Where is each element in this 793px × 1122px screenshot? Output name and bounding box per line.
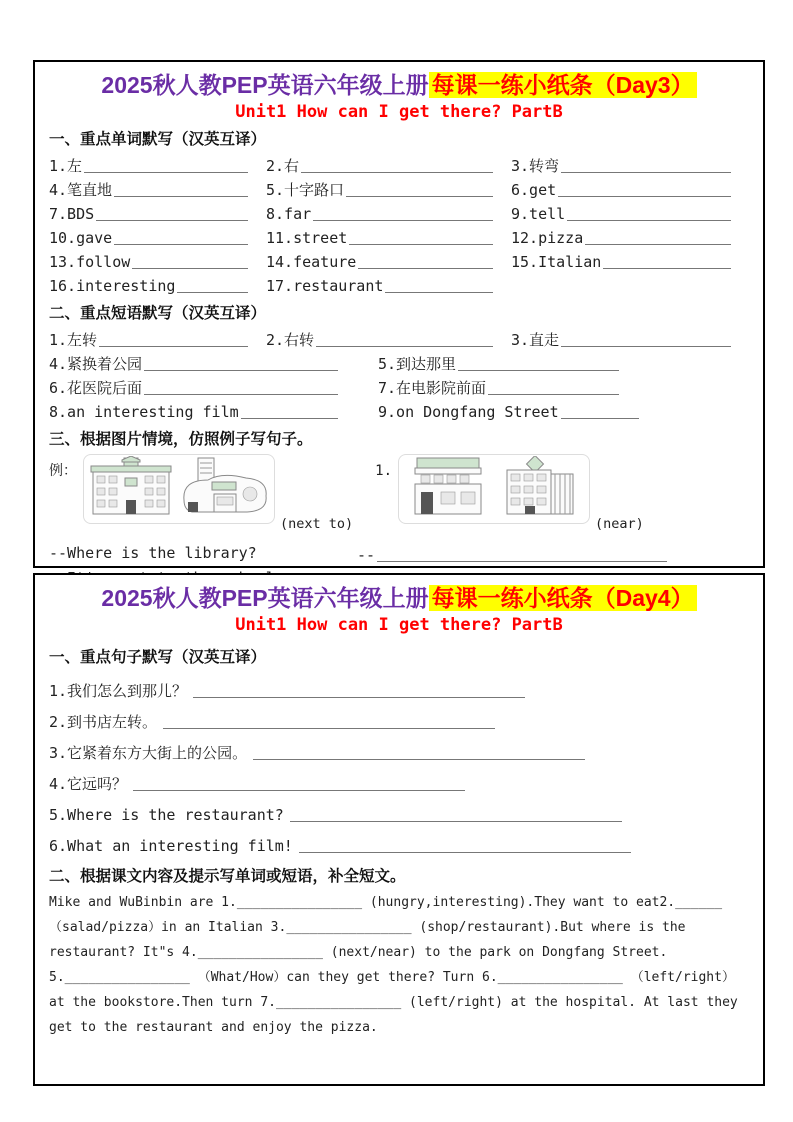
blank-line	[133, 790, 465, 791]
phrase-grid-row2	[49, 351, 749, 375]
passage-line: get to the restaurant and enjoy the pizza.	[49, 1020, 378, 1035]
sentence-item: 6.What an interesting film!	[49, 826, 749, 857]
phrase-item: 3.直走	[511, 327, 749, 351]
sentence-item: 1.我们怎么到那儿？	[49, 671, 749, 702]
blank-line	[346, 196, 493, 197]
word-item: 9.tell	[511, 201, 749, 225]
word-item: 14.feature	[266, 249, 511, 273]
word-item: 6.get	[511, 177, 749, 201]
worksheet-day4	[33, 573, 765, 1086]
blank-line	[377, 561, 667, 562]
school-building-icon	[180, 456, 270, 520]
word-item-empty	[511, 273, 749, 297]
phrase-item: 6.花医院后面	[49, 375, 378, 399]
blank-line	[144, 370, 338, 371]
passage-line: at the bookstore.Then turn 7.________________ (left/right) at the hospital. At last they	[49, 995, 738, 1010]
word-item: 15.Italian	[511, 249, 749, 273]
blank-line	[84, 172, 248, 173]
phrase-item: 2.右转	[266, 327, 511, 351]
word-item: 8.far	[266, 201, 511, 225]
word-item: 10.gave	[49, 225, 266, 249]
phrase-item: 9.on Dongfang Street	[378, 399, 749, 423]
blank-line	[561, 172, 731, 173]
section-heading-pictures: 三、根据图片情境，仿照例子写句子。	[49, 431, 313, 448]
word-item: 1.左	[49, 153, 266, 177]
blank-line	[316, 346, 493, 347]
sheet-title	[49, 583, 749, 613]
word-item: 12.pizza	[511, 225, 749, 249]
example-image	[83, 454, 275, 524]
blank-line	[241, 418, 338, 419]
phrase-item: 1.左转	[49, 327, 266, 351]
worksheet-day3	[33, 60, 765, 568]
section-heading-phrases: 二、重点短语默写（汉英互译）	[49, 305, 267, 322]
phrase-item: 4.紧换着公园	[49, 351, 378, 375]
word-grid	[49, 153, 749, 297]
blank-line	[99, 346, 248, 347]
word-item: 2.右	[266, 153, 511, 177]
passage-line: 5.________________ （What/How）can they get there? Turn 6.________________ （left/right）	[49, 970, 735, 985]
question-caption: (near)	[595, 516, 644, 532]
word-item: 4.笔直地	[49, 177, 266, 201]
library-building-icon	[88, 456, 174, 520]
phrase-grid-row4	[49, 399, 749, 423]
phrase-item: 8.an interesting film	[49, 399, 378, 423]
blank-line	[132, 268, 248, 269]
blank-line	[177, 292, 248, 293]
blank-line	[561, 346, 731, 347]
sentence-list	[49, 671, 749, 857]
blank-line	[193, 697, 525, 698]
blank-line	[567, 220, 731, 221]
blank-line	[349, 244, 493, 245]
picture-exercise-row	[49, 454, 749, 532]
title-highlight-text: 每课一练小纸条（Day3）	[429, 72, 697, 98]
section-heading-words: 一、重点单词默写（汉英互译）	[49, 131, 267, 148]
sheet-subtitle: Unit1 How can I get there? PartB	[235, 102, 563, 122]
phrase-grid-row3	[49, 375, 749, 399]
section-heading-cloze: 二、根据课文内容及提示写单词或短语，补全短文。	[49, 868, 406, 885]
passage-line: Mike and WuBinbin are 1.________________ (hungry,interesting).They want to eat2.______	[49, 895, 723, 910]
word-item: 7.BDS	[49, 201, 266, 225]
blank-line	[290, 821, 622, 822]
word-item: 3.转弯	[511, 153, 749, 177]
question-image	[398, 454, 590, 524]
blank-line	[561, 418, 639, 419]
blank-line	[385, 292, 493, 293]
word-item: 16.interesting	[49, 273, 266, 297]
blank-line	[301, 172, 493, 173]
title-course-text: 2025秋人教PEP英语六年级上册	[101, 72, 429, 98]
passage-line: （salad/pizza）in an Italian 3.________________ (shop/restaurant).But where is the	[49, 920, 686, 935]
blank-line	[488, 394, 619, 395]
passage-line: restaurant? It"s 4.________________ (next/near) to the park on Dongfang Street.	[49, 945, 668, 960]
sheet-subtitle: Unit1 How can I get there? PartB	[235, 615, 563, 635]
word-item: 5.十字路口	[266, 177, 511, 201]
example-label: 例：	[49, 463, 77, 479]
question-number-label: 1.	[375, 463, 393, 479]
answer-line-1: --	[357, 541, 749, 566]
bookstore-building-icon	[409, 456, 495, 520]
blank-line	[558, 196, 731, 197]
title-highlight-text: 每课一练小纸条（Day4）	[429, 585, 697, 611]
hospital-building-icon	[501, 456, 579, 520]
sentence-item: 5.Where is the restaurant?	[49, 795, 749, 826]
blank-line	[458, 370, 619, 371]
blank-line	[114, 196, 248, 197]
blank-line	[253, 759, 585, 760]
word-item: 13.follow	[49, 249, 266, 273]
blank-line	[163, 728, 495, 729]
phrase-item: 7.在电影院前面	[378, 375, 749, 399]
sheet-title	[49, 70, 749, 100]
word-item: 11.street	[266, 225, 511, 249]
blank-line	[603, 268, 731, 269]
blank-line	[585, 244, 731, 245]
sentence-item: 2.到书店左转。	[49, 702, 749, 733]
sentence-item: 3.它紧着东方大街上的公园。	[49, 733, 749, 764]
phrase-item: 5.到达那里	[378, 351, 749, 375]
section-heading-sentences: 一、重点句子默写（汉英互译）	[49, 649, 267, 666]
blank-line	[144, 394, 338, 395]
phrase-grid-row1	[49, 327, 749, 351]
blank-line	[313, 220, 493, 221]
blank-line	[96, 220, 248, 221]
blank-line	[114, 244, 248, 245]
sentence-item: 4.它远吗？	[49, 764, 749, 795]
dialogue-question: --Where is the library?	[49, 544, 257, 562]
title-course-text: 2025秋人教PEP英语六年级上册	[101, 585, 429, 611]
example-caption: (next to)	[280, 516, 354, 532]
word-item: 17.restaurant	[266, 273, 511, 297]
cloze-passage	[49, 890, 749, 1040]
blank-line	[299, 852, 631, 853]
blank-line	[358, 268, 493, 269]
